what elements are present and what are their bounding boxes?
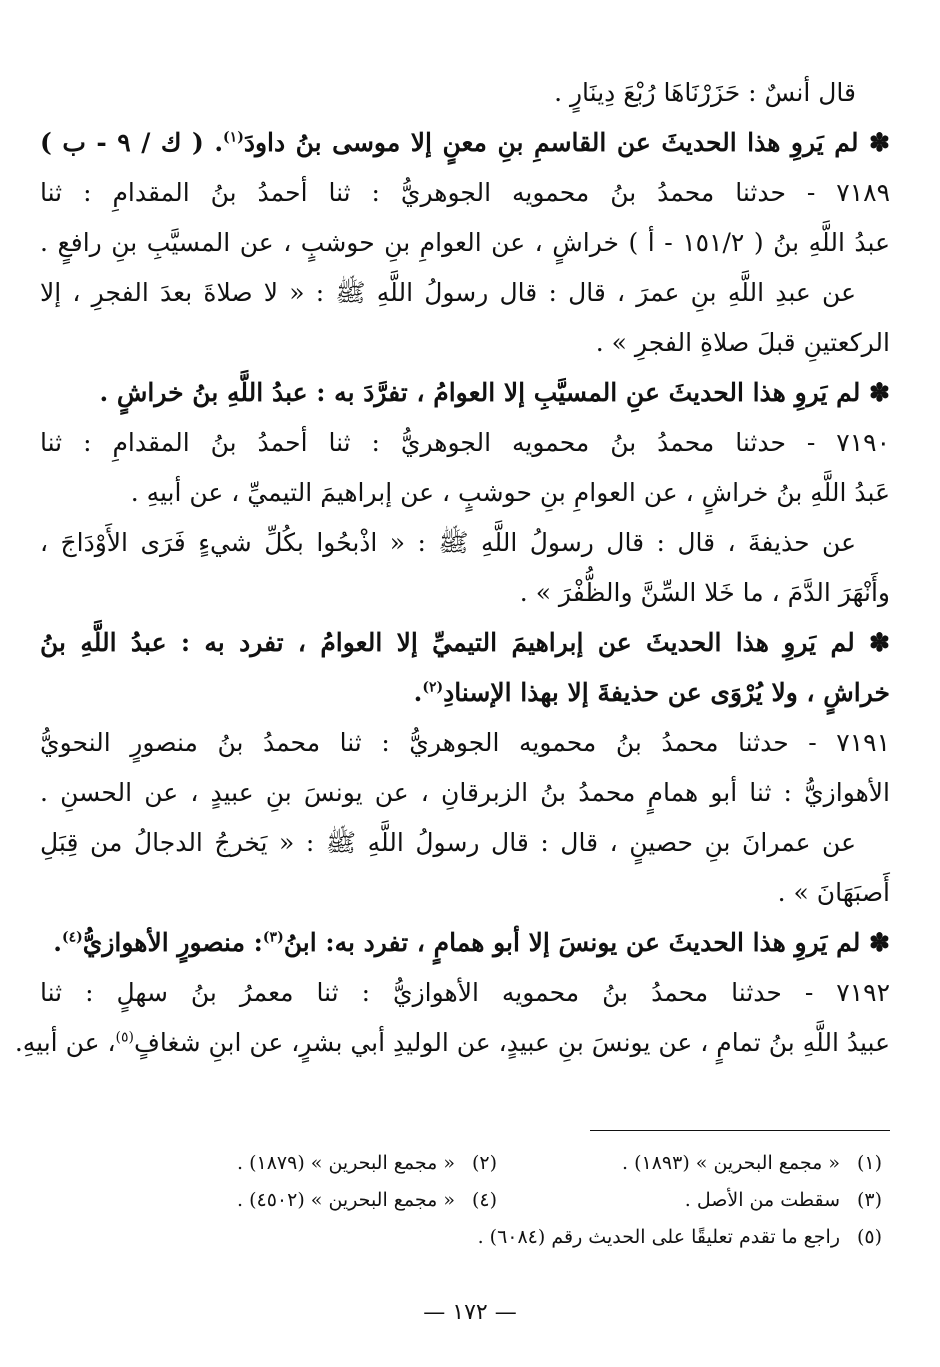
footnote-reference[interactable]: (٥): [115, 1029, 135, 1046]
text-line: [40, 718, 890, 768]
footnote-reference[interactable]: (١): [223, 129, 244, 146]
line-text: ٧١٩١ - حدثنا محمدُ بنُ محمويه الجوهريُّ : ثنا محمدُ بنُ منصورٍ النحويُّ: [40, 728, 890, 757]
footnote-number: (١): [856, 1152, 882, 1174]
footnote-row: [112, 1219, 882, 1256]
footnote-text: سقطت من الأصل .: [684, 1189, 840, 1211]
line-text: ٧١٨٩ - حدثنا محمدُ بنُ محمويه الجوهريُّ : ثنا أحمدُ بنُ المقدامِ : ثنا: [40, 178, 890, 207]
line-text: خراشٍ ، ولا يُرْوَى عن حذيفةَ إلا بهذا الإسنادِ: [443, 678, 890, 707]
text-line: [40, 618, 890, 668]
text-line: [40, 268, 890, 318]
text-line: [40, 518, 890, 568]
footnote-row: [112, 1145, 882, 1182]
line-text: عبدُ اللَّهِ بنُ ( ١٥١/٢ - أ ) خراشٍ ، عن العوامِ بنِ حوشبٍ ، عن المسيَّبِ بنِ رافعٍ .: [40, 228, 891, 257]
footnote-number: (٥): [856, 1226, 882, 1248]
footnote: [112, 1145, 497, 1182]
line-text: ٧١٩٢ - حدثنا محمدُ بنُ محمويه الأهوازيُّ : ثنا معمرُ بنُ سهلٍ : ثنا: [40, 978, 890, 1007]
line-text: الأهوازيُّ : ثنا أبو همامٍ محمدُ بنُ الزبرقانِ ، عن يونسَ بنِ عبيدٍ ، عن الحسنِ .: [40, 778, 890, 807]
footnote-number: (٣): [856, 1189, 882, 1211]
text-line: [40, 918, 890, 968]
line-text: عن عبدِ اللَّهِ بنِ عمرَ ، قال : قال رسولُ اللَّهِ ﷺ : « لا صلاةَ بعدَ الفجرِ ، إلا: [40, 278, 856, 307]
footnote-reference[interactable]: (٢): [422, 679, 444, 696]
text-line: [40, 968, 890, 1018]
line-text: وأَنْهَرَ الدَّمَ ، ما خَلا السِّنَّ والظُّفْرَ » .: [519, 578, 890, 607]
text-line: [40, 418, 890, 468]
text-line: [40, 768, 890, 818]
footnote-text: « مجمع البحرين » (١٨٩٣) .: [622, 1152, 840, 1174]
footnote-reference[interactable]: (٤): [62, 929, 83, 946]
line-text: عَبدُ اللَّهِ بنُ خراشٍ ، عن العوامِ بنِ حوشبٍ ، عن إبراهيمَ التيميِّ ، عن أبيهِ .: [130, 478, 890, 507]
text-line: [40, 368, 890, 418]
footnote: [497, 1182, 882, 1219]
footnote: [112, 1182, 497, 1219]
text-line: [40, 868, 890, 918]
line-text: ✽ لم يَروِ هذا الحديثَ عن القاسمِ بنِ معنٍ إلا موسى بنُ داودَ: [243, 128, 890, 157]
text-line: [14, 1018, 890, 1068]
footnote-number: (٢): [471, 1152, 497, 1174]
footnotes: [112, 1145, 882, 1256]
line-tail: : منصورٍ الأهوازيُّ: [82, 928, 263, 957]
text-line: [40, 568, 890, 618]
line-text: عبيدُ اللَّهِ بنُ تمامٍ ، عن يونسَ بنِ عبيدٍ، عن الوليدِ أبي بشرٍ، عن ابنِ شغافٍ: [134, 1028, 890, 1057]
footnote-text: « مجمع البحرين » (٤٥٠٢) .: [237, 1189, 455, 1211]
text-line: [40, 68, 890, 118]
line-tail: ، عن أبيهِ.: [14, 1028, 116, 1057]
line-tail: . ( ك / ٩ - ب ): [40, 128, 224, 157]
line-text: عن عمرانَ بنِ حصينٍ ، قال : قال رسولُ اللَّهِ ﷺ : « يَخرجُ الدجالُ من قِبَلِ: [40, 828, 856, 857]
text-line: [40, 318, 890, 368]
page-number: — ١٧٢ —: [423, 1300, 517, 1325]
text-line: [40, 218, 890, 268]
footnote-row: [112, 1182, 882, 1219]
line-text: ✽ لم يَروِ هذا الحديثَ عن إبراهيمَ التيميِّ إلا العوامُ ، تفرد به : عبدُ اللَّهِ بنُ: [40, 628, 890, 657]
footnote-number: (٤): [471, 1189, 497, 1211]
footnote: [497, 1145, 882, 1182]
line-text: ٧١٩٠ - حدثنا محمدُ بنُ محمويه الجوهريُّ : ثنا أحمدُ بنُ المقدامِ : ثنا: [40, 428, 890, 457]
text-line: [40, 118, 890, 168]
line-text: قال أنسٌ : حَزَرْنَاهَا رُبْعَ دِينَارٍ .: [554, 78, 856, 107]
line-tail: .: [53, 928, 62, 957]
line-text: ✽ لم يَروِ هذا الحديثَ عنِ المسيَّبِ إلا العوامُ ، تفرَّدَ به : عبدُ اللَّهِ بنُ خراشٍ .: [99, 378, 890, 407]
text-line: [40, 668, 890, 718]
footnote-reference[interactable]: (٣): [262, 929, 284, 946]
footnote-divider: [590, 1130, 890, 1131]
line-text: أَصبَهَانَ » .: [777, 878, 890, 907]
line-text: الركعتينِ قبلَ صلاةِ الفجرِ » .: [595, 328, 890, 357]
page-body: [14, 68, 891, 1068]
text-line: [40, 168, 890, 218]
text-line: [40, 818, 890, 868]
line-text: ✽ لم يَروِ هذا الحديثَ عن يونسَ إلا أبو همامٍ ، تفرد به: ابنُ: [283, 928, 890, 957]
footnote-text: « مجمع البحرين » (١٨٧٩) .: [237, 1152, 455, 1174]
footnote: [112, 1219, 882, 1256]
footnote-text: راجع ما تقدم تعليقًا على الحديث رقم (٦٠٨٤) .: [477, 1226, 840, 1248]
line-tail: .: [413, 678, 423, 707]
text-line: [40, 468, 890, 518]
line-text: عن حذيفةَ ، قال : قال رسولُ اللَّهِ ﷺ : « اذْبحُوا بكُلِّ شيءٍ فَرَى الأَوْدَاجَ ،: [40, 528, 856, 557]
